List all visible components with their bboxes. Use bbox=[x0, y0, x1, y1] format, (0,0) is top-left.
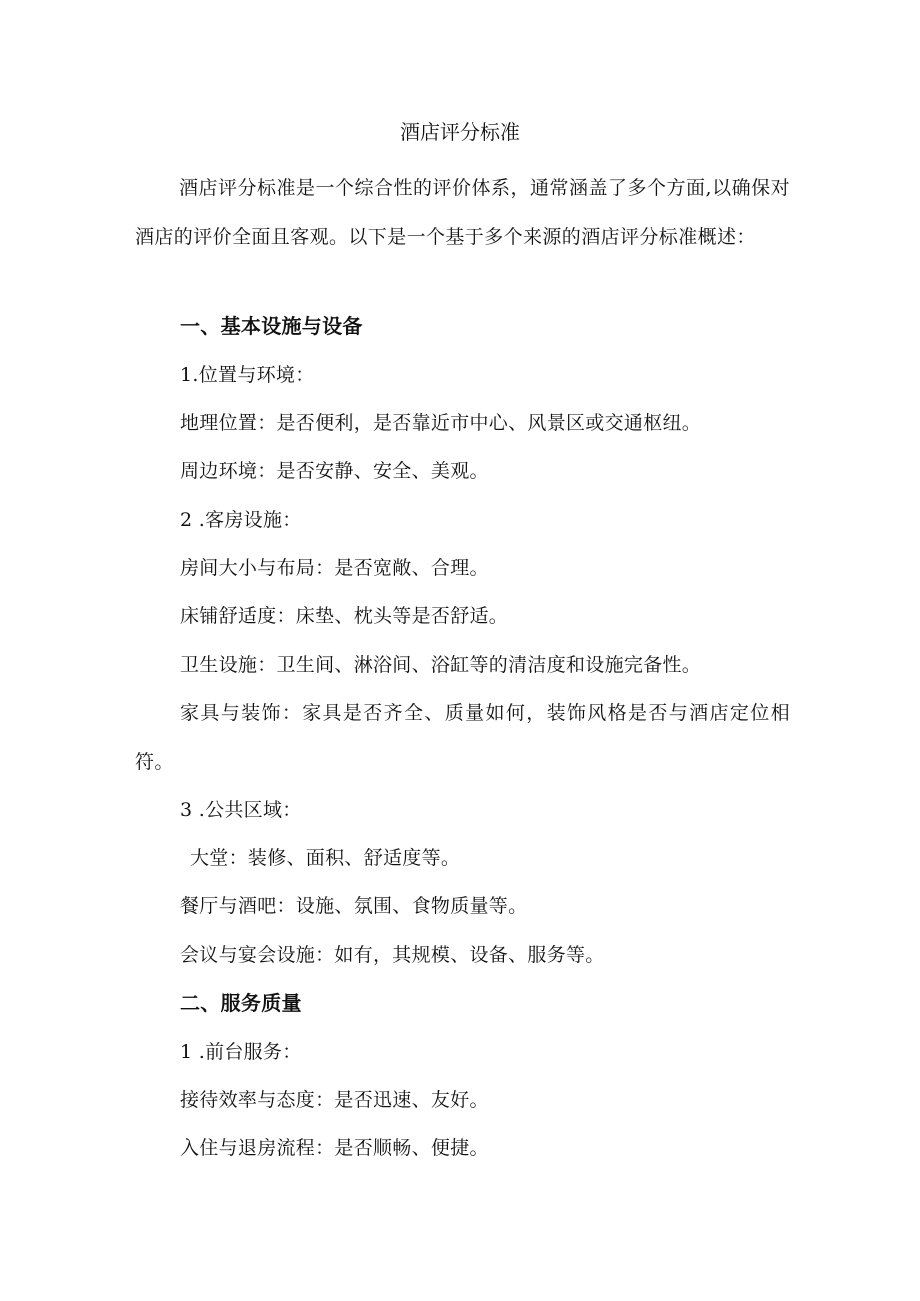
list-item: 床铺舒适度：床垫、枕头等是否舒适。 bbox=[180, 605, 509, 627]
list-item: 大堂：装修、面积、舒适度等。 bbox=[190, 847, 461, 869]
list-item: 地理位置：是否便利，是否靠近市中心、风景区或交通枢纽。 bbox=[180, 412, 702, 434]
subheading-public-areas: 3 .公共区域： bbox=[180, 799, 302, 821]
subheading-location: 1.位置与环境： bbox=[180, 364, 315, 386]
list-item: 入住与退房流程：是否顺畅、便捷。 bbox=[180, 1137, 489, 1159]
list-item: 房间大小与布局：是否宽敞、合理。 bbox=[180, 557, 489, 579]
list-item: 会议与宴会设施：如有，其规模、设备、服务等。 bbox=[180, 944, 605, 966]
intro-paragraph: 酒店评分标准是一个综合性的评价体系，通常涵盖了多个方面,以确保对酒店的评价全面且客观。以下是一个基于多个来源的酒店评分标准概述： bbox=[135, 177, 790, 248]
list-item: 餐厅与酒吧：设施、氛围、食物质量等。 bbox=[180, 895, 528, 917]
list-item-wrapped: 家具与装饰：家具是否齐全、质量如何，装饰风格是否与酒店定位相符。 bbox=[135, 702, 790, 773]
subheading-front-desk: 1 .前台服务： bbox=[180, 1041, 302, 1063]
section-heading-facilities: 一、基本设施与设备 bbox=[180, 314, 363, 338]
section-heading-service: 二、服务质量 bbox=[180, 991, 302, 1015]
list-item: 卫生设施：卫生间、淋浴间、浴缸等的清洁度和设施完备性。 bbox=[180, 654, 702, 676]
list-item: 周边环境：是否安静、安全、美观。 bbox=[180, 460, 489, 482]
document-title: 酒店评分标准 bbox=[400, 120, 520, 144]
subheading-rooms: 2 .客房设施： bbox=[180, 509, 302, 531]
list-item: 接待效率与态度：是否迅速、友好。 bbox=[180, 1089, 489, 1111]
